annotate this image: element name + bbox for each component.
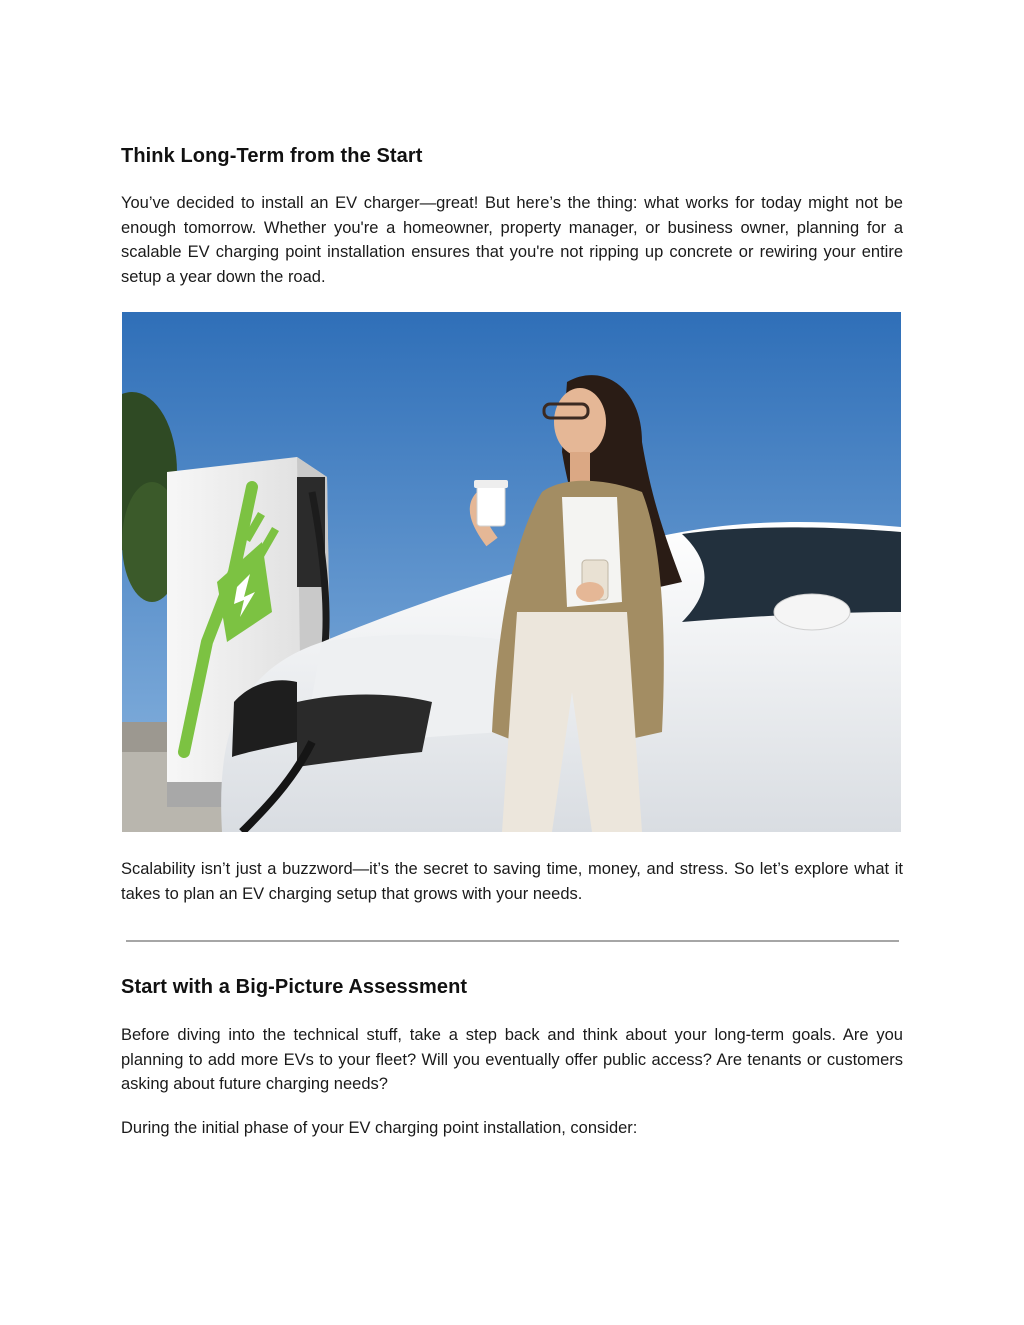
horizontal-divider [126,940,899,942]
intro-paragraph: You’ve decided to install an EV charger—great! But here’s the thing: what works for today might not be enough tomorrow. Whether you're a homeowner, property manager, or business owner, planning for a scalable EV charging point installation ensures that you're not ripping up concrete or rewiring your entire setup a year down the road. [121,194,903,286]
scalability-paragraph: Scalability isn’t just a buzzword—it’s the secret to saving time, money, and stress. So let’s explore what it takes to plan an EV charging setup that grows with your needs. [121,860,903,903]
consider-paragraph: During the initial phase of your EV charging point installation, consider: [121,1119,638,1137]
section-heading-think-long-term: Think Long-Term from the Start [121,145,423,167]
section-heading-big-picture: Start with a Big-Picture Assessment [121,976,468,998]
assessment-paragraph: Before diving into the technical stuff, take a step back and think about your long-term goals. Are you planning to add more EVs to your fleet? Will you eventually offer public access? Are tenants or customers asking about future charging needs? [121,1026,903,1093]
ev-charging-photo [122,312,901,832]
